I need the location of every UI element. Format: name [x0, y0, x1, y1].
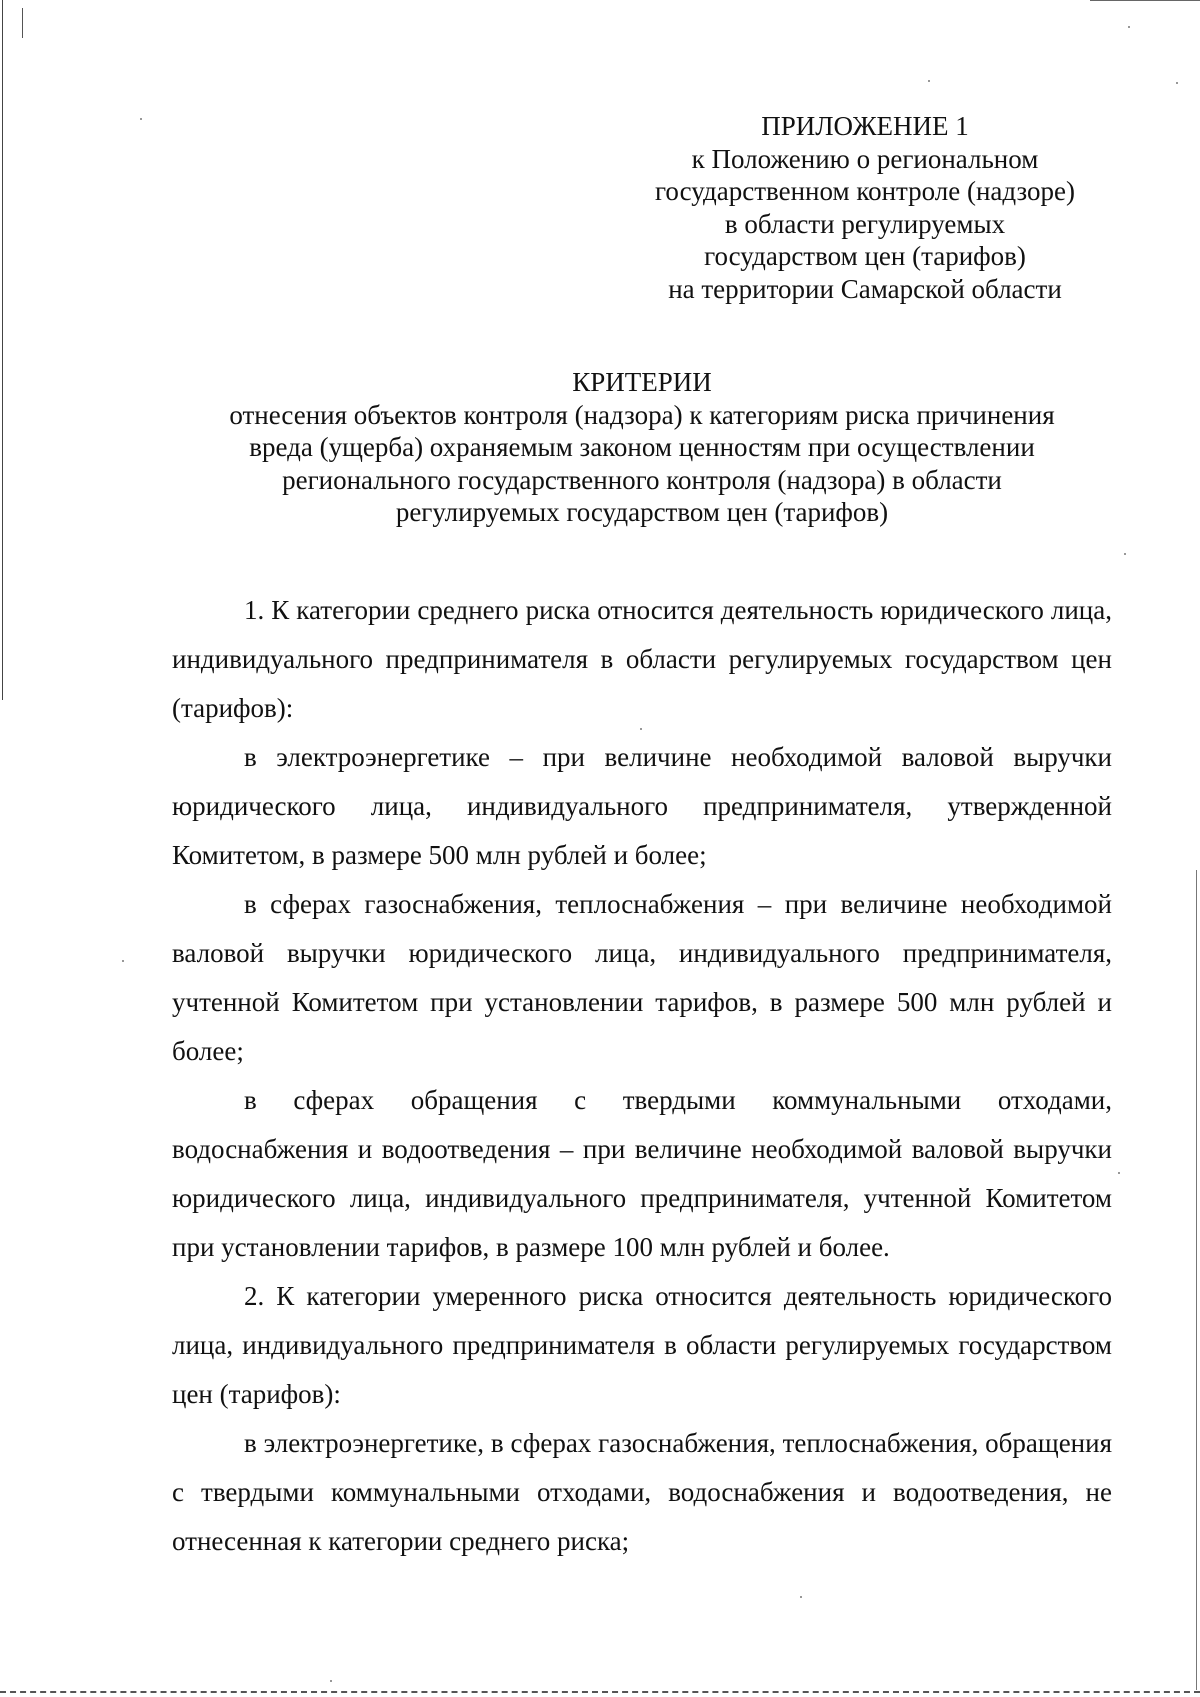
body-paragraph: 1. К категории среднего риска относится деятельность юридического лица, индивидуального предпринимателя в области регулируемых государством цен (тарифов): — [172, 595, 1112, 723]
scan-speck — [1118, 1172, 1120, 1174]
title-subtitle-line: отнесения объектов контроля (надзора) к категориям риска причинения — [229, 399, 1055, 430]
body-paragraph: в сферах газоснабжения, теплоснабжения – при величине необходимой валовой выручки юридического лица, индивидуального предпринимателя, учтенной Комитетом при установлении тарифов, в размере 500 млн рублей и более; — [172, 889, 1112, 1066]
body-paragraph: в электроэнергетике – при величине необходимой валовой выручки юридического лица, индивидуального предпринимателя, утвержденной Комитетом, в размере 500 млн рублей и более; — [172, 742, 1112, 870]
document-title — [172, 366, 1112, 529]
scan-speck — [928, 80, 930, 82]
appendix-line: к Положению о региональном — [691, 143, 1039, 174]
scan-speck — [800, 1596, 802, 1598]
title-subtitle-line: регионального государственного контроля (надзора) в области — [282, 464, 1002, 495]
scan-speck — [122, 960, 124, 962]
scan-speck — [1124, 553, 1126, 555]
appendix-line: государственном контроле (надзоре) — [655, 176, 1075, 206]
scan-speck — [330, 1680, 332, 1682]
scan-speck — [1176, 82, 1178, 84]
appendix-line: на территории Самарской области — [668, 273, 1062, 304]
scan-edge-right — [1196, 870, 1197, 1690]
scan-speck — [1128, 26, 1130, 28]
title-heading: КРИТЕРИИ — [572, 367, 712, 397]
body-paragraph: 2. К категории умеренного риска относится деятельность юридического лица, индивидуального предпринимателя в области регулируемых государством цен (тарифов): — [172, 1281, 1112, 1409]
body-paragraph: в сферах обращения с твердыми коммунальными отходами, водоснабжения и водоотведения – при величине необходимой валовой выручки юридического лица, индивидуального предпринимателя, учтенной Комитетом при установлении тарифов, в размере 100 млн рублей и более. — [172, 1085, 1112, 1262]
title-subtitle-line: регулируемых государством цен (тарифов) — [395, 497, 889, 527]
appendix-number: ПРИЛОЖЕНИЕ 1 — [761, 111, 969, 141]
scan-speck — [140, 118, 142, 120]
scan-edge-top — [1090, 0, 1200, 1]
appendix-line: в области регулируемых — [724, 208, 1006, 239]
scan-edge-tick — [22, 8, 23, 38]
scan-edge-left — [2, 0, 3, 700]
appendix-header — [630, 110, 1100, 305]
document-body — [172, 586, 1112, 1566]
title-subtitle-line: вреда (ущерба) охраняемым законом ценностям при осуществлении — [249, 432, 1035, 462]
scan-edge-bottom — [0, 1691, 1200, 1693]
appendix-line: государством цен (тарифов) — [704, 241, 1026, 271]
body-paragraph: в электроэнергетике, в сферах газоснабжения, теплоснабжения, обращения с твердыми коммунальными отходами, водоснабжения и водоотведения, не отнесенная к категории среднего риска; — [172, 1428, 1112, 1556]
